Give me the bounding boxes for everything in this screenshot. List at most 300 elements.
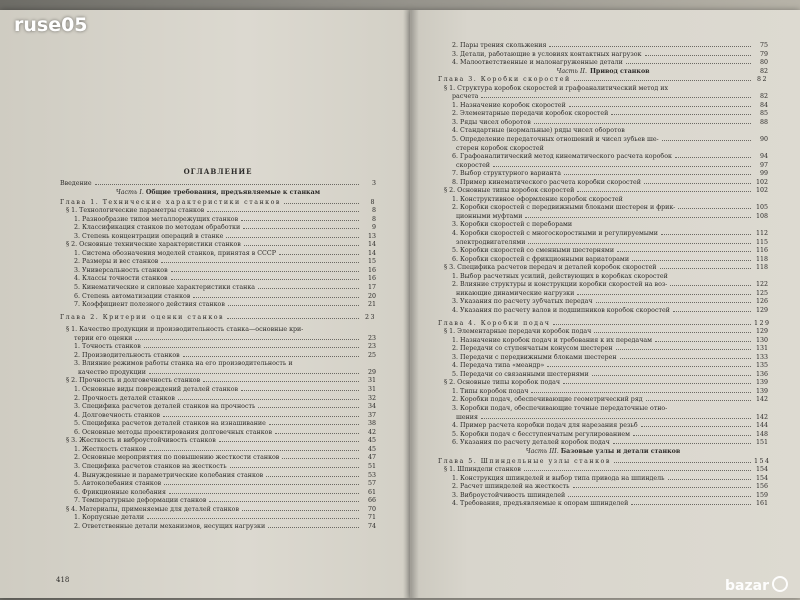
- toc-entry-title: 2. Элементарные передачи коробок скоростей: [452, 110, 609, 118]
- toc-leader: [668, 479, 751, 480]
- toc-entry-title: 1. Конструкция шпинделей и выбор типа привода на шпиндель: [452, 474, 665, 482]
- toc-leader: [673, 311, 751, 312]
- toc-leader: [631, 504, 751, 505]
- toc-entry: [438, 475, 768, 484]
- toc-leader: [481, 97, 751, 98]
- toc-entry-page: 161: [755, 500, 768, 508]
- toc-entry-page: 108: [755, 212, 768, 220]
- toc-leader: [534, 123, 751, 124]
- toc-entry-title: 5. Передачи со связанными шестернями: [452, 370, 589, 378]
- toc-entry-page: 105: [755, 204, 768, 212]
- toc-entry-page: 94: [759, 153, 768, 161]
- toc-intro: Введение 3: [60, 180, 376, 187]
- left-toc-lines: [60, 199, 376, 532]
- toc-entry-title: 8. Пример кинематического расчета коробки скоростей: [452, 178, 641, 186]
- toc-entry-page: 25: [367, 351, 376, 359]
- toc-entry: [438, 439, 768, 448]
- toc-entry: [438, 307, 768, 316]
- toc-entry: [438, 230, 768, 239]
- toc-entry-page: 45: [367, 445, 376, 453]
- toc-entry: [438, 414, 768, 423]
- toc-leader: [577, 294, 751, 295]
- toc-entry: [438, 281, 768, 290]
- toc-entry: [60, 352, 376, 361]
- toc-entry-page: 37: [367, 411, 376, 419]
- toc-entry-title: 2. Размеры и вес станков: [74, 258, 159, 266]
- toc-entry: [438, 102, 768, 111]
- toc-leader: [183, 356, 359, 357]
- toc-leader: [282, 458, 359, 459]
- toc-entry: [438, 388, 768, 397]
- toc-entry: [60, 523, 376, 532]
- toc-entry: [438, 239, 768, 248]
- toc-entry-title: 1. Система обозначения моделей станков, принятая в СССР: [74, 249, 276, 257]
- toc-entry-page: 14: [367, 249, 376, 257]
- toc-leader: [569, 106, 751, 107]
- toc-leader: [626, 63, 751, 64]
- toc-entry-title: 4. Стандартные (нормальные) ряды чисел оборотов: [452, 127, 625, 135]
- right-toc-bottom: [438, 457, 771, 509]
- toc-entry-title: § 2. Основные технические характеристики станков: [66, 241, 241, 249]
- toc-entry-page: 82: [759, 93, 768, 101]
- toc-entry: [438, 179, 768, 188]
- toc-entry-page: 129: [755, 328, 768, 336]
- toc-entry-title: 6. Указания по расчету деталей коробок подач: [452, 439, 610, 447]
- toc-entry-title: 7. Коэффициент полезного действия станков: [74, 301, 225, 309]
- toc-leader: [228, 305, 359, 306]
- toc-entry-title: качество продукции: [78, 368, 146, 376]
- toc-entry-page: 88: [759, 118, 768, 126]
- site-logo: bazar: [725, 576, 788, 594]
- toc-entry-page: 99: [759, 170, 768, 178]
- toc-section: [438, 466, 768, 475]
- toc-entry-title: 2. Ответственные детали механизмов, несущих нагрузки: [74, 522, 266, 530]
- toc-entry-page: 129: [755, 306, 768, 314]
- toc-entry-title: 3. Специфика расчетов деталей станков на прочность: [74, 403, 256, 411]
- toc-leader: [577, 191, 751, 192]
- toc-leader: [614, 462, 751, 463]
- toc-entry-title: § 2. Прочность и долговечность станков: [66, 377, 201, 385]
- toc-entry-title: 3. Универсальность станков: [74, 266, 168, 274]
- toc-entry: [60, 463, 376, 472]
- toc-entry-page: 32: [367, 394, 376, 402]
- toc-entry-title: 1. Жесткость станков: [74, 445, 147, 453]
- toc-entry: [60, 514, 376, 523]
- toc-leader: [242, 510, 359, 511]
- toc-leader: [660, 268, 751, 269]
- toc-entry: [438, 145, 768, 154]
- toc-entry: [60, 216, 376, 225]
- toc-entry-title: 5. Коробки скоростей со сменными шестернями: [452, 247, 615, 255]
- toc-leader: [481, 418, 751, 419]
- toc-entry-page: 154: [755, 474, 768, 482]
- toc-leader: [655, 341, 751, 342]
- toc-leader: [616, 349, 751, 350]
- toc-leader: [279, 254, 359, 255]
- toc-entry: [438, 345, 768, 354]
- toc-entry: [438, 362, 768, 371]
- toc-leader: [525, 217, 751, 218]
- toc-section: [60, 377, 376, 386]
- toc-leader: [268, 527, 359, 528]
- toc-entry-page: 8: [370, 198, 376, 206]
- book-gutter: [403, 10, 419, 598]
- toc-section: [438, 85, 768, 94]
- toc-entry-page: 154: [755, 466, 768, 474]
- toc-section: [60, 207, 376, 216]
- toc-entry-title: электродвигателями: [456, 238, 526, 246]
- toc-entry-title: 1. Назначение коробок скоростей: [452, 101, 566, 109]
- toc-entry-page: 144: [755, 422, 768, 430]
- toc-entry-title: Глава 3. Коробки скоростей: [438, 76, 571, 84]
- toc-entry-page: 135: [755, 362, 768, 370]
- toc-entry-page: 148: [755, 430, 768, 438]
- toc-entry-page: 112: [755, 230, 768, 238]
- toc-entry-title: 2. Классификация станков по методам обработки: [74, 224, 241, 232]
- toc-entry-page: 102: [755, 178, 768, 186]
- toc-entry: [60, 429, 376, 438]
- toc-entry-page: 45: [367, 437, 376, 445]
- toc-section: [438, 328, 768, 337]
- toc-entry-page: 154: [754, 457, 771, 465]
- toc-entry-page: 84: [759, 101, 768, 109]
- toc-entry-page: 42: [367, 428, 376, 436]
- toc-leader: [528, 243, 751, 244]
- toc-entry-page: 8: [371, 215, 376, 223]
- toc-entry-page: 31: [367, 386, 376, 394]
- toc-heading: ОГЛАВЛЕНИЕ: [183, 167, 253, 176]
- toc-section: [438, 264, 768, 273]
- toc-entry-page: 136: [755, 370, 768, 378]
- toc-entry-title: стерен коробок скоростей: [456, 144, 544, 152]
- toc-entry-title: ционными муфтами: [456, 212, 523, 220]
- toc-entry-title: 6. Коробки скоростей с фрикционными вариаторами: [452, 255, 630, 263]
- toc-entry-title: 3. Специфика расчетов станков на жесткость: [74, 462, 227, 470]
- toc-entry-title: 6. Графоаналитический метод кинематического расчета коробок: [452, 153, 672, 161]
- toc-entry-page: 131: [755, 345, 768, 353]
- toc-entry: [60, 224, 376, 233]
- toc-leader: [670, 285, 751, 286]
- toc-entry-page: 61: [367, 488, 376, 496]
- toc-leader: [241, 220, 359, 221]
- toc-entry-title: 2. Передачи со ступенчатым конусом шестерен: [452, 345, 613, 353]
- toc-entry-page: 75: [759, 42, 768, 49]
- toc-entry-page: 70: [367, 505, 376, 513]
- toc-entry-page: 122: [755, 281, 768, 289]
- toc-entry: [438, 371, 768, 380]
- toc-leader: [163, 416, 359, 417]
- toc-leader: [178, 399, 359, 400]
- toc-entry-title: 1. Корпусные детали: [74, 514, 145, 522]
- toc-entry-title: Глава 2. Критерии оценки станков: [60, 313, 225, 321]
- toc-leader: [574, 80, 751, 81]
- toc-entry-page: 14: [367, 241, 376, 249]
- toc-leader: [493, 166, 751, 167]
- toc-entry: [60, 267, 376, 276]
- toc-leader: [641, 426, 751, 427]
- toc-entry-title: 4. Передача типа «меандр»: [452, 362, 545, 370]
- toc-entry: [60, 250, 376, 259]
- toc-entry-title: 4. Коробки скоростей с многоскоростными и регулируемыми: [452, 230, 658, 238]
- toc-entry-title: 1. Конструктивное оформление коробок скоростей: [452, 195, 623, 203]
- toc-entry-title: шения: [456, 413, 478, 421]
- toc-entry-page: 57: [367, 480, 376, 488]
- toc-entry: [60, 472, 376, 481]
- toc-leader: [592, 375, 751, 376]
- toc-entry-page: 23: [367, 343, 376, 351]
- toc-entry-page: 133: [755, 353, 768, 361]
- toc-section: [60, 326, 376, 335]
- toc-entry-page: 142: [755, 413, 768, 421]
- toc-leader: [275, 433, 359, 434]
- toc-entry-title: Глава 4. Коробки подач: [438, 319, 551, 327]
- left-page: [0, 10, 410, 598]
- toc-entry: [438, 273, 768, 282]
- toc-entry-title: 7. Выбор структурного варианта: [452, 170, 561, 178]
- toc-leader: [632, 260, 751, 261]
- toc-chapter: [438, 319, 771, 329]
- toc-entry-title: 3. Коробки скоростей с переборами: [452, 221, 573, 229]
- toc-entry-page: 47: [367, 454, 376, 462]
- toc-entry-page: 23: [367, 334, 376, 342]
- toc-entry-page: 51: [367, 462, 376, 470]
- toc-leader: [620, 358, 751, 359]
- toc-entry-page: 29: [367, 368, 376, 376]
- toc-leader: [531, 392, 751, 393]
- toc-entry-title: 1. Типы коробок подач: [452, 387, 529, 395]
- toc-leader: [258, 407, 359, 408]
- toc-leader: [203, 381, 359, 382]
- toc-entry: [438, 492, 768, 501]
- toc-entry: [60, 497, 376, 506]
- toc-entry-title: 3. Передачи с передвижными блоками шестерен: [452, 353, 617, 361]
- toc-entry-title: расчета: [452, 93, 479, 101]
- toc-entry-title: 4. Классы точности станков: [74, 275, 168, 283]
- toc-entry: [438, 153, 768, 162]
- toc-entry: [60, 275, 376, 284]
- toc-entry-title: 1. Основные виды повреждений деталей станков: [74, 386, 239, 394]
- toc-entry-page: 142: [755, 396, 768, 404]
- toc-entry: [60, 335, 376, 344]
- toc-entry: [438, 93, 768, 102]
- toc-entry-title: 5. Специфика расчетов деталей станков на изнашивание: [74, 420, 266, 428]
- toc-entry: [438, 422, 768, 431]
- toc-leader: [564, 174, 751, 175]
- toc-leader: [209, 501, 359, 502]
- toc-entry: [60, 489, 376, 498]
- toc-section: [438, 379, 768, 388]
- toc-entry: [438, 119, 768, 128]
- toc-entry-title: 5. Кинематические и силовые характеристики станка: [74, 284, 256, 292]
- toc-entry-title: скоростей: [456, 161, 491, 169]
- toc-entry-title: терии его оценки: [74, 334, 133, 342]
- toc-entry-page: 16: [367, 266, 376, 274]
- toc-section: [438, 187, 768, 196]
- toc-leader: [284, 203, 359, 204]
- toc-entry-title: 2. Коробки подач, обеспечивающие геометрический ряд: [452, 396, 643, 404]
- page-number: 418: [56, 576, 70, 584]
- toc-leader: [171, 279, 359, 280]
- toc-entry: [438, 110, 768, 119]
- toc-entry: [60, 258, 376, 267]
- toc-leader: [269, 424, 359, 425]
- toc-entry: [438, 500, 768, 509]
- toc-leader: [243, 228, 359, 229]
- toc-leader: [662, 140, 751, 141]
- toc-entry: [60, 446, 376, 455]
- toc-entry-page: 139: [755, 387, 768, 395]
- toc-entry-page: 9: [371, 224, 376, 232]
- toc-entry-page: 16: [367, 275, 376, 283]
- toc-leader: [633, 435, 751, 436]
- toc-leader: [661, 234, 751, 235]
- toc-entry: [438, 162, 768, 171]
- toc-leader: [219, 441, 359, 442]
- toc-leader: [645, 55, 752, 56]
- part-title: Часть III. Базовые узлы и детали станков: [525, 447, 681, 455]
- toc-entry: [60, 284, 376, 293]
- toc-entry-title: 5. Автоколебания станков: [74, 480, 162, 488]
- toc-entry-page: 126: [755, 298, 768, 306]
- toc-entry-title: 5. Коробки подач с бесступенчатым регулированием: [452, 430, 631, 438]
- toc-entry-title: § 1. Элементарные передачи коробок подач: [444, 328, 592, 336]
- right-toc-top: [438, 42, 768, 68]
- toc-entry: [438, 483, 768, 492]
- toc-entry-page: 116: [755, 247, 768, 255]
- toc-entry-title: § 4. Материалы, применяемые для деталей станков: [66, 505, 240, 513]
- toc-chapter: [60, 314, 376, 323]
- toc-leader: [596, 302, 751, 303]
- toc-entry: [438, 337, 768, 346]
- toc-entry-title: 4. Вынужденные и параметрические колебания станков: [74, 471, 264, 479]
- toc-entry-page: 90: [759, 136, 768, 144]
- toc-entry-page: 130: [755, 336, 768, 344]
- toc-leader: [573, 487, 751, 488]
- toc-entry-page: 13: [367, 232, 376, 240]
- toc-entry: [60, 369, 376, 378]
- toc-entry-title: 2. Основные мероприятия по повышению жесткости станков: [74, 454, 280, 462]
- toc-entry: [438, 405, 768, 414]
- toc-leader: [171, 271, 359, 272]
- toc-entry-page: 34: [367, 403, 376, 411]
- toc-leader: [169, 493, 359, 494]
- toc-entry-page: 97: [759, 161, 768, 169]
- toc-entry-title: 3. Ряды чисел оборотов: [452, 118, 531, 126]
- toc-entry: [60, 233, 376, 242]
- toc-entry-page: 102: [755, 187, 768, 195]
- toc-leader: [227, 318, 359, 319]
- toc-entry-title: 1. Разнообразие типов металлорежущих станков: [74, 215, 239, 223]
- toc-entry: [60, 454, 376, 463]
- toc-leader: [547, 366, 751, 367]
- toc-entry: [60, 386, 376, 395]
- toc-leader: [207, 211, 359, 212]
- toc-leader: [230, 467, 359, 468]
- toc-entry: [60, 412, 376, 421]
- toc-leader: [568, 496, 751, 497]
- toc-leader: [553, 324, 751, 325]
- toc-entry-title: § 3. Специфика расчетов передач и деталей коробок скоростей: [444, 264, 657, 272]
- toc-entry-title: 5. Определение передаточных отношений и чисел зубьев ше-: [452, 136, 659, 144]
- toc-entry-title: 4. Требования, предъявляемые к опорам шпинделей: [452, 500, 629, 508]
- toc-entry-page: 85: [759, 110, 768, 118]
- toc-leader: [646, 400, 751, 401]
- toc-entry-title: 2. Расчет шпинделей на жесткость: [452, 483, 570, 491]
- toc-leader: [675, 157, 751, 158]
- toc-entry-title: 3. Детали, работающие в условиях контактных нагрузок: [452, 50, 642, 58]
- toc-entry-title: 7. Температурные деформации станков: [74, 497, 207, 505]
- toc-leader: [266, 476, 359, 477]
- toc-entry-title: 3. Указания по расчету зубчатых передач: [452, 298, 593, 306]
- toc-entry-title: 1. Назначение коробок подач и требования к их передачам: [452, 336, 653, 344]
- toc-entry-page: 15: [367, 258, 376, 266]
- toc-leader: [613, 443, 751, 444]
- toc-entry: [438, 51, 768, 60]
- toc-entry: [60, 301, 376, 310]
- toc-entry-page: 31: [367, 377, 376, 385]
- toc-leader: [149, 373, 359, 374]
- toc-leader: [244, 245, 359, 246]
- toc-entry-page: 8: [371, 207, 376, 215]
- toc-entry-page: 79: [759, 50, 768, 58]
- toc-entry-title: 4. Пример расчета коробки подач для нарезания резьб: [452, 422, 638, 430]
- toc-entry: [438, 431, 768, 440]
- toc-entry: [438, 170, 768, 179]
- toc-entry-title: § 1. Структура коробок скоростей и графоаналитический метод их: [444, 84, 669, 92]
- toc-leader: [644, 183, 751, 184]
- left-toc: [60, 168, 376, 531]
- toc-entry: [438, 256, 768, 265]
- toc-entry-page: 21: [367, 301, 376, 309]
- toc-entry-page: 20: [367, 292, 376, 300]
- toc-leader: [147, 518, 359, 519]
- toc-entry-page: 23: [364, 313, 376, 321]
- toc-entry: [438, 221, 768, 230]
- toc-entry-title: 3. Виброустойчивость шпинделей: [452, 491, 566, 499]
- toc-entry-title: § 1. Шпиндели станков: [444, 466, 521, 474]
- right-page: [410, 10, 800, 598]
- toc-entry: [438, 42, 768, 51]
- toc-entry: [438, 290, 768, 299]
- toc-leader: [149, 450, 359, 451]
- toc-leader: [611, 114, 751, 115]
- toc-entry: [60, 395, 376, 404]
- toc-entry-page: 38: [367, 420, 376, 428]
- toc-entry-title: никающие динамические нагрузки: [456, 289, 575, 297]
- toc-entry-title: 2. Прочность деталей станков: [74, 394, 175, 402]
- toc-entry: [438, 213, 768, 222]
- part-title: Часть I. Общие требования, предъявляемые к станкам: [115, 188, 321, 196]
- toc-entry-title: 2. Коробки скоростей с передвижными блоками шестерен и фрик-: [452, 204, 676, 212]
- toc-entry-title: 6. Степень автоматизации станков: [74, 292, 191, 300]
- toc-leader: [549, 46, 751, 47]
- toc-entry-page: 80: [759, 59, 768, 67]
- toc-entry-title: 2. Производительность станков: [74, 351, 180, 359]
- toc-entry-title: 3. Степень концентрации операций в станке: [74, 232, 224, 240]
- toc-entry-page: 74: [367, 522, 376, 530]
- toc-section: [60, 437, 376, 446]
- toc-leader: [135, 339, 359, 340]
- toc-entry: [438, 127, 768, 136]
- toc-entry-title: § 1. Качество продукции и производительность станка—основные кри-: [66, 326, 304, 334]
- toc-entry: [60, 420, 376, 429]
- toc-entry: [60, 343, 376, 352]
- location-pin-icon: [772, 576, 788, 592]
- toc-leader: [226, 237, 359, 238]
- toc-leader: [144, 347, 359, 348]
- toc-entry-page: 53: [367, 471, 376, 479]
- toc-entry: [438, 354, 768, 363]
